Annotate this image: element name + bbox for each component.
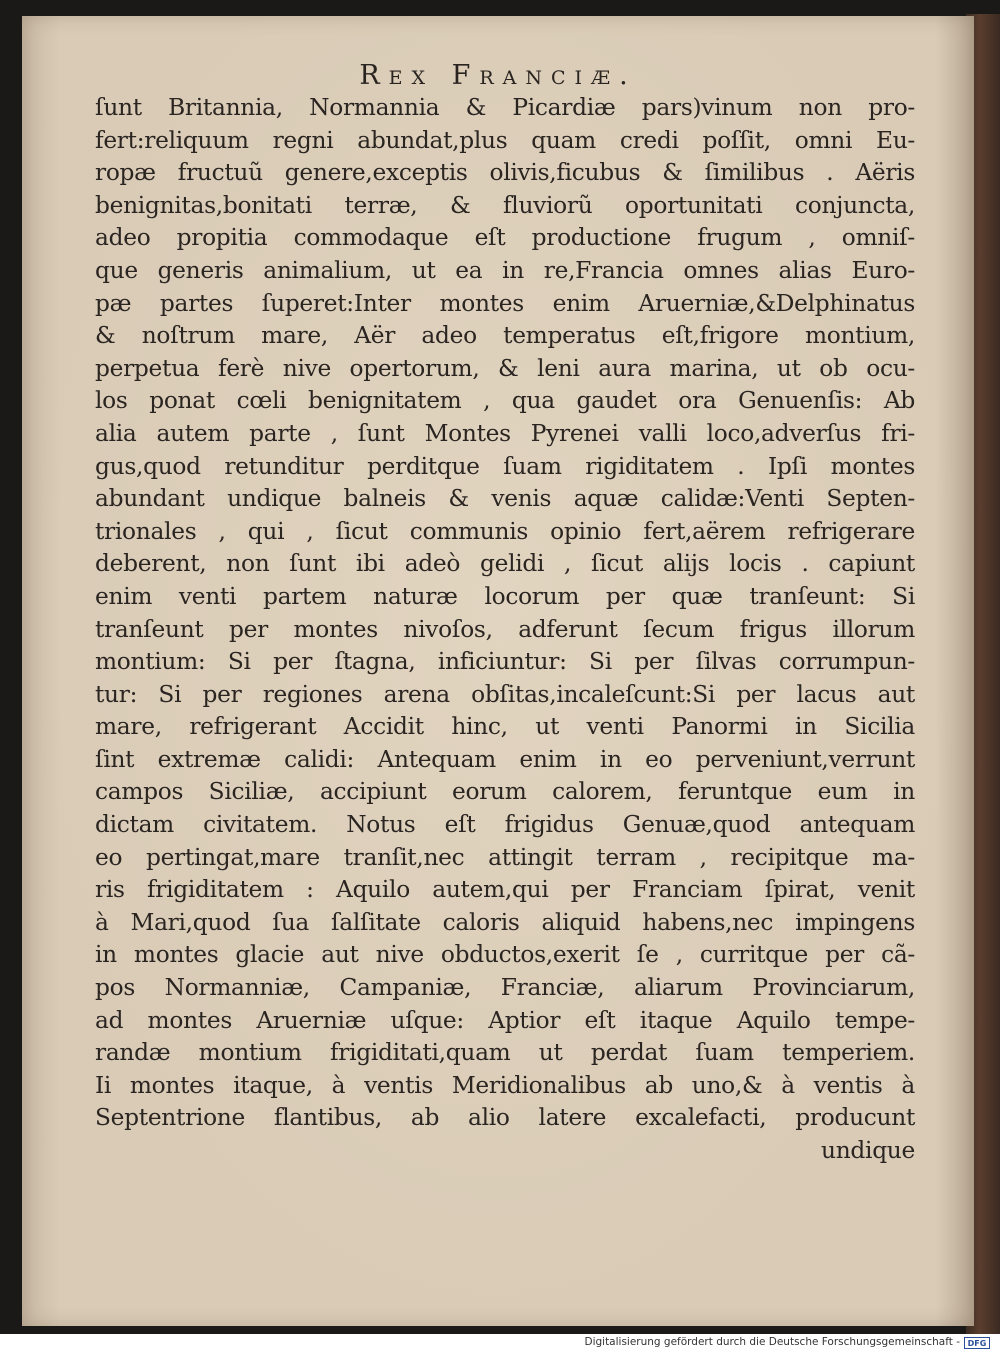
text-line: deberent, non ſunt ibi adeò gelidi , ſicut alijs locis . capiunt <box>95 550 915 578</box>
text-line: que generis animalium, ut ea in re,Francia omnes alias Euro- <box>95 256 915 284</box>
dfg-logo: DFG <box>964 1337 990 1349</box>
text-line: ropæ fructuũ genere,exceptis olivis,ficubus & ſimilibus . Aëris <box>95 159 915 187</box>
text-line: benignitas,bonitati terræ, & fluviorũ oportunitati conjuncta, <box>95 191 915 219</box>
text-line: abundant undique balneis & venis aquæ calidæ:Venti Septen- <box>95 485 915 513</box>
text-line: trionales , qui , ſicut communis opinio fert,aërem refrigerare <box>95 517 915 545</box>
text-line: campos Siciliæ, accipiunt eorum calorem, feruntque eum in <box>95 778 915 806</box>
text-line: Septentrione flantibus, ab alio latere excalefacti, producunt <box>95 1104 915 1132</box>
digitization-footer <box>0 1334 1000 1353</box>
text-line: dictam civitatem. Notus eſt frigidus Genuæ,quod antequam <box>95 811 915 839</box>
text-line: Ii montes itaque, à ventis Meridionalibus ab uno,& à ventis à <box>95 1071 915 1099</box>
text-line: adeo propitia commodaque eſt productione frugum , omniſ- <box>95 224 915 252</box>
funding-notice: Digitalisierung gefördert durch die Deutsche Forschungsgemeinschaft - <box>584 1336 960 1348</box>
text-line: randæ montium frigiditati,quam ut perdat ſuam temperiem. <box>95 1039 915 1067</box>
text-line: tranſeunt per montes nivoſos, adferunt ſecum frigus illorum <box>95 615 915 643</box>
text-line: montium: Si per ſtagna, inficiuntur: Si per ſilvas corrumpun- <box>95 648 915 676</box>
text-line: ris frigiditatem : Aquilo autem,qui per Franciam ſpirat, venit <box>95 876 915 904</box>
text-line: perpetua ferè nive opertorum, & leni aura marina, ut ob ocu- <box>95 354 915 382</box>
text-line: pæ partes ſuperet:Inter montes enim Aruerniæ,&Delphinatus <box>95 289 915 317</box>
text-line: los ponat cœli benignitatem , qua gaudet ora Genuenſis: Ab <box>95 387 915 415</box>
catchword: undique <box>821 1137 915 1164</box>
text-line: ad montes Aruerniæ uſque: Aptior eſt itaque Aquilo tempe- <box>95 1006 915 1034</box>
body-text <box>95 92 915 1168</box>
text-line: enim venti partem naturæ locorum per quæ tranſeunt: Si <box>95 582 915 610</box>
text-line: eo pertingat,mare tranſit,nec attingit terram , recipitque ma- <box>95 843 915 871</box>
text-line: in montes glacie aut nive obductos,exerit ſe , curritque per cã- <box>95 941 915 969</box>
text-line: mare, refrigerant Accidit hinc, ut venti Panormi in Sicilia <box>95 713 915 741</box>
text-line: pos Normanniæ, Campaniæ, Franciæ, aliarum Provinciarum, <box>95 974 915 1002</box>
running-head: Rex Franciæ. <box>359 60 637 91</box>
text-line: gus,quod retunditur perditque ſuam rigiditatem . Ipſi montes <box>95 452 915 480</box>
text-line: à Mari,quod ſua ſalſitate caloris aliquid habens,nec impingens <box>95 908 915 936</box>
text-line: tur: Si per regiones arena obſitas,incaleſcunt:Si per lacus aut <box>95 680 915 708</box>
text-line: ſint extremæ calidi: Antequam enim in eo perveniunt,verrunt <box>95 745 915 773</box>
text-line: fert:reliquum regni abundat,plus quam credi poſſit, omni Eu- <box>95 126 915 154</box>
text-line: alia autem parte , ſunt Montes Pyrenei valli loco,adverſus fri- <box>95 419 915 447</box>
text-line: ſunt Britannia, Normannia & Picardiæ pars)vinum non pro- <box>95 94 915 121</box>
text-line: & noſtrum mare, Aër adeo temperatus eſt,frigore montium, <box>95 322 915 350</box>
